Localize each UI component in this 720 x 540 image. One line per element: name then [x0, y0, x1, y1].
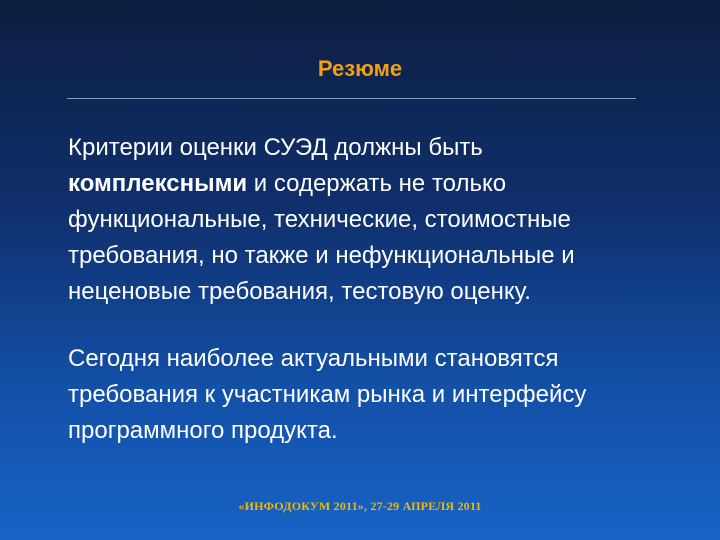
title-divider — [67, 98, 636, 99]
paragraph-line: неценовые требования, тестовую оценку. — [68, 278, 531, 305]
paragraph-line: требования к участникам рынка и интерфейсу — [68, 381, 587, 408]
emphasis-text: комплексными — [68, 170, 248, 197]
paragraph-line: Сегодня наиболее актуальными становятся — [68, 345, 559, 372]
paragraph-line: программного продукта. — [68, 417, 338, 444]
paragraph-today — [68, 341, 708, 449]
paragraph-line: функциональные, технические, стоимостные — [68, 206, 571, 233]
paragraph-line: требования, но также и нефункциональные и — [68, 242, 575, 269]
paragraph-line: и содержать не только — [247, 170, 507, 197]
paragraph-line: Критерии оценки СУЭД должны быть — [68, 134, 483, 161]
paragraph-criteria — [68, 130, 708, 310]
slide-title: Резюме — [317, 56, 403, 81]
slide-footer: «ИНФОДОКУМ 2011», 27-29 АПРЕЛЯ 2011 — [238, 499, 482, 513]
